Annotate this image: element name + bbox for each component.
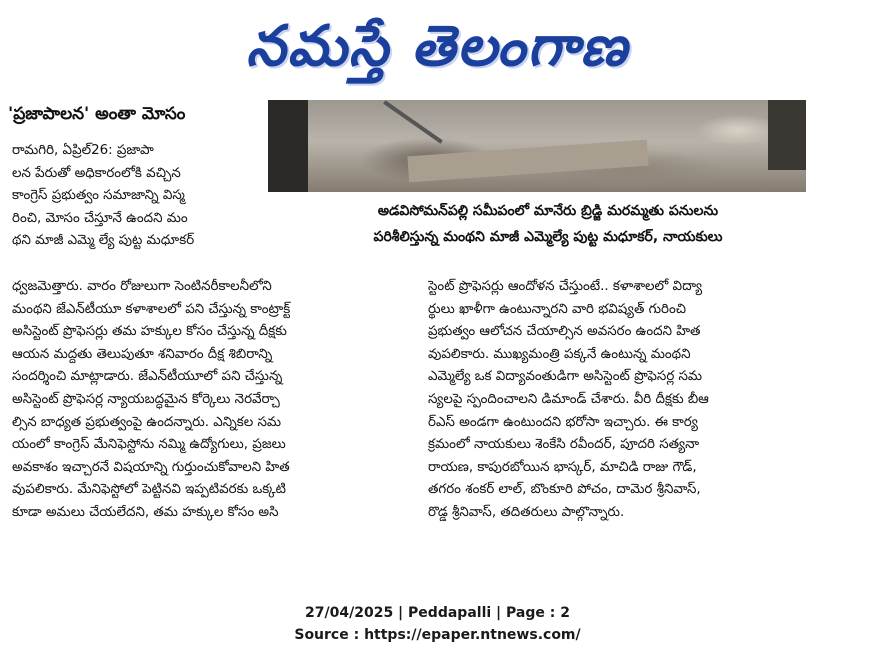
text-line: రొడ్డ శ్రీనివాస్, తదితరులు పాల్గొన్నారు. bbox=[428, 504, 625, 520]
text-line: ప్రభుత్వం ఆలోచన చేయాల్సిన అవసరం ఉందని హిత bbox=[428, 324, 701, 340]
text-line: ధ్వజమెత్తారు. వారం రోజులుగా సెంటినరీకాలనీలోని bbox=[12, 279, 272, 294]
edition-meta: 27/04/2025 | Peddapalli | Page : 2 bbox=[305, 605, 570, 621]
text-line: స్యలపై స్పందించాలని డిమాండ్ చేశారు. వీరి దీక్షకు బీఆ bbox=[428, 391, 709, 407]
text-line: క్రమంలో నాయకులు శెంకేసి రవీందర్, పూదరి సత్యనా bbox=[428, 437, 700, 453]
text-line: రించి, మోసం చేస్తూనే ఉందని మం bbox=[12, 210, 188, 226]
caption-line: అడవిసోమన్‌పల్లి సమీపంలో మానేరు బ్రిడ్జి మరమ్మతు పనులను bbox=[377, 203, 719, 219]
text-line: కూడా అమలు చేయలేదని, తమ హక్కుల కోసం అసి bbox=[12, 504, 279, 520]
text-line: లన పేరుతో అధికారంలోకి వచ్చిన bbox=[12, 165, 181, 181]
article-column-right bbox=[428, 276, 810, 525]
article-column-intro bbox=[12, 140, 266, 253]
source-line: Source : https://epaper.ntnews.com/ bbox=[294, 627, 581, 643]
text-line: వుపలికారు. మేనిఫెస్టోలో పెట్టినవి ఇప్పటివరకు ఒక్కటి bbox=[12, 482, 286, 498]
photo-caption bbox=[290, 198, 806, 254]
text-line: సందర్శించి మాట్లాడారు. జేఎన్‌టీయూలో పని చేస్తున్న bbox=[12, 369, 283, 385]
text-line: ఆయన మద్దతు తెలుపుతూ శనివారం దీక్ష శిబిరాన్ని bbox=[12, 346, 273, 362]
article-photo bbox=[268, 100, 806, 192]
text-line: ర్థులు ఖాళీగా ఉంటున్నారని వారి భవిష్యత్ గురించి bbox=[428, 301, 687, 317]
article-column-left bbox=[12, 276, 412, 525]
text-line: అసిస్టెంట్ ప్రొఫెసర్ల న్యాయబద్ధమైన కోర్కెలు నెరవేర్చా bbox=[12, 391, 280, 407]
text-line: ల్సిన బాధ్యత ప్రభుత్వంపై ఉందన్నారు. ఎన్నికల సమ bbox=[12, 414, 282, 430]
text-line: మంథని జేఎన్‌టీయూ కళాశాలలో పని చేస్తున్న కాంట్రాక్ట్ bbox=[12, 301, 291, 317]
newspaper-masthead: నమస్తే తెలంగాణ bbox=[246, 13, 629, 79]
text-line: థని మాజీ ఎమ్మె ల్యే పుట్ట మధూకర్ bbox=[12, 233, 195, 249]
caption-line: పరిశీలిస్తున్న మంథని మాజీ ఎమ్మెల్యే పుట్ట మధూకర్, నాయకులు bbox=[373, 229, 723, 245]
text-line: తగరం శంకర్ లాల్, బొంకూరి పోచం, దామెర శ్రీనివాస్, bbox=[428, 482, 701, 498]
article-headline: 'ప్రజాపాలన' అంతా మోసం bbox=[8, 104, 186, 124]
text-line: రాయణ, కాపురబోయిన భాస్కర్, మాచిడి రాజు గౌడ్, bbox=[428, 459, 697, 475]
text-line: స్టెంట్ ప్రొఫెసర్లు ఆందోళన చేస్తుంటే.. కళాశాలలో విద్యా bbox=[428, 279, 703, 294]
text-line: రామగిరి, ఏప్రిల్‌26: ప్రజాపా bbox=[12, 143, 154, 158]
text-line: అసిస్టెంట్ ప్రొఫెసర్లు తమ హక్కుల కోసం చేస్తున్న దీక్షకు bbox=[12, 324, 287, 340]
text-line: వుపలికారు. ముఖ్యమంత్రి పక్కనే ఉంటున్న మంథని bbox=[428, 346, 691, 362]
text-line: యంలో కాంగ్రెస్ మేనిఫెస్టోను నమ్మి ఉద్యోగులు, ప్రజలు bbox=[12, 437, 286, 453]
text-line: అవకాశం ఇచ్చారనే విషయాన్ని గుర్తుంచుకోవాలని హిత bbox=[12, 459, 290, 475]
text-line: ఎమ్మెల్యే ఒక విద్యావంతుడిగా అసిస్టెంట్ ప్రొఫెసర్ల సమ bbox=[428, 369, 703, 385]
text-line: కాంగ్రెస్ ప్రభుత్వం సమాజాన్ని విస్మ bbox=[12, 188, 185, 204]
text-line: ర్‌ఎస్ అండగా ఉంటుందని భరోసా ఇచ్చారు. ఈ కార్య bbox=[428, 414, 698, 430]
clipping-footer bbox=[0, 602, 875, 646]
